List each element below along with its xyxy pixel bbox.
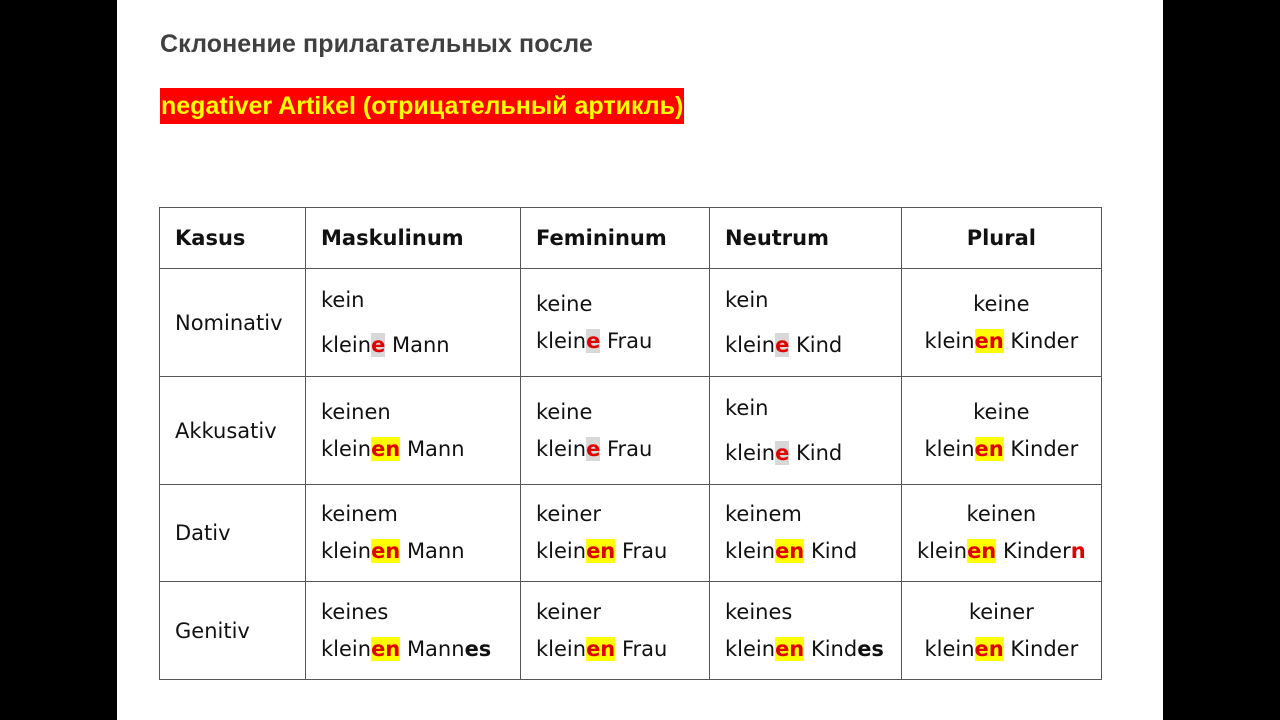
header-row: [160, 208, 1102, 269]
adjective-stem: klein: [725, 539, 776, 563]
adjective-noun: [536, 533, 694, 570]
article: keine: [536, 291, 593, 316]
noun: Frau: [615, 539, 668, 563]
page-title: Склонение прилагательных после: [160, 30, 593, 58]
adjective-stem: klein: [725, 440, 776, 465]
adjective-stem: klein: [321, 539, 372, 563]
article: keinem: [321, 502, 398, 526]
adjective-ending: en: [371, 436, 401, 461]
article: kein: [321, 287, 365, 312]
article: keiner: [536, 502, 602, 526]
adjective-ending: en: [586, 539, 616, 563]
adjective-noun: [725, 631, 886, 668]
article: keinen: [321, 399, 391, 424]
article: kein: [725, 395, 769, 420]
adjective-ending: en: [775, 539, 805, 563]
adjective-noun: [725, 327, 886, 364]
cell-fem: [521, 377, 710, 485]
adjective-ending: en: [775, 636, 805, 661]
adjective-ending: en: [371, 636, 401, 661]
article: keine: [973, 399, 1030, 424]
adjective-ending: e: [775, 332, 790, 357]
page-subtitle: negativer Artikel (отрицательный артикль): [160, 88, 684, 124]
noun: Frau: [600, 436, 653, 461]
case-name: Akkusativ: [160, 377, 306, 485]
noun: Frau: [615, 636, 668, 661]
article: keines: [725, 599, 793, 624]
adjective-noun: [321, 631, 505, 668]
adjective-ending: e: [775, 440, 790, 465]
adjective-ending: e: [586, 328, 601, 353]
cell-mask: [306, 377, 521, 485]
case-name: Dativ: [160, 485, 306, 582]
adjective-ending: e: [586, 436, 601, 461]
noun: Mann: [400, 436, 465, 461]
article: kein: [725, 287, 769, 312]
cell-neut: [710, 582, 902, 680]
header-case: Kasus: [160, 208, 306, 269]
cell-plural: [902, 582, 1102, 680]
adjective-noun: [321, 327, 505, 364]
cell-mask: [306, 582, 521, 680]
cell-fem: [521, 582, 710, 680]
adjective-stem: klein: [924, 436, 975, 461]
adjective-stem: klein: [536, 636, 587, 661]
header-plural: Plural: [902, 208, 1102, 269]
article: keine: [973, 291, 1030, 316]
adjective-stem: klein: [321, 436, 372, 461]
noun: Kind: [804, 636, 858, 661]
noun: Kind: [789, 332, 843, 357]
noun: Kinder: [996, 539, 1071, 563]
adjective-stem: klein: [924, 328, 975, 353]
adjective-stem: klein: [321, 332, 372, 357]
adjective-noun: [725, 435, 886, 472]
noun-ending: es: [464, 636, 492, 661]
header-femininum: Femininum: [521, 208, 710, 269]
slide: [117, 0, 1163, 720]
noun: Frau: [600, 328, 653, 353]
cell-plural: [902, 485, 1102, 582]
header-maskulinum: Maskulinum: [306, 208, 521, 269]
adjective-ending: en: [371, 539, 401, 563]
noun: Mann: [385, 332, 450, 357]
adjective-stem: klein: [536, 436, 587, 461]
cell-plural: [902, 269, 1102, 377]
adjective-ending: e: [371, 332, 386, 357]
adjective-noun: [321, 533, 505, 570]
article: keines: [321, 599, 389, 624]
table-row: [160, 269, 1102, 377]
adjective-noun: [536, 431, 694, 468]
noun: Kind: [804, 539, 858, 563]
article: keiner: [968, 599, 1034, 624]
adjective-noun: [917, 431, 1086, 468]
cell-neut: [710, 485, 902, 582]
adjective-noun: [536, 631, 694, 668]
cell-mask: [306, 485, 521, 582]
adjective-ending: en: [586, 636, 616, 661]
noun: Kinder: [1003, 328, 1079, 353]
noun-ending: es: [857, 636, 884, 661]
adjective-noun: [917, 631, 1086, 668]
article: keinem: [725, 502, 802, 526]
cell-neut: [710, 377, 902, 485]
declension-table: [159, 207, 1102, 680]
table-row: [160, 485, 1102, 582]
noun: Mann: [400, 636, 465, 661]
adjective-stem: klein: [321, 636, 372, 661]
table-row: [160, 582, 1102, 680]
cell-fem: [521, 485, 710, 582]
adjective-ending: en: [974, 436, 1004, 461]
adjective-stem: klein: [725, 636, 776, 661]
header-neutrum: Neutrum: [710, 208, 902, 269]
adjective-ending: en: [974, 636, 1004, 661]
adjective-stem: klein: [725, 332, 776, 357]
cell-fem: [521, 269, 710, 377]
adjective-stem: klein: [924, 636, 975, 661]
adjective-stem: klein: [917, 539, 968, 563]
adjective-stem: klein: [536, 539, 587, 563]
article: keine: [536, 399, 593, 424]
adjective-noun: [536, 323, 694, 360]
noun: Kind: [789, 440, 843, 465]
article: keiner: [536, 599, 602, 624]
cell-plural: [902, 377, 1102, 485]
adjective-ending: en: [974, 328, 1004, 353]
adjective-noun: [917, 323, 1086, 360]
adjective-stem: klein: [536, 328, 587, 353]
noun: Mann: [400, 539, 465, 563]
case-name: Genitiv: [160, 582, 306, 680]
cell-neut: [710, 269, 902, 377]
adjective-noun: [321, 431, 505, 468]
case-name: Nominativ: [160, 269, 306, 377]
cell-mask: [306, 269, 521, 377]
noun: Kinder: [1003, 436, 1079, 461]
adjective-noun: [725, 533, 886, 570]
article: keinen: [966, 502, 1037, 526]
adjective-noun: [917, 533, 1086, 570]
table-row: [160, 377, 1102, 485]
noun: Kinder: [1003, 636, 1079, 661]
adjective-ending: en: [967, 539, 997, 563]
noun-ending: n: [1070, 539, 1086, 563]
